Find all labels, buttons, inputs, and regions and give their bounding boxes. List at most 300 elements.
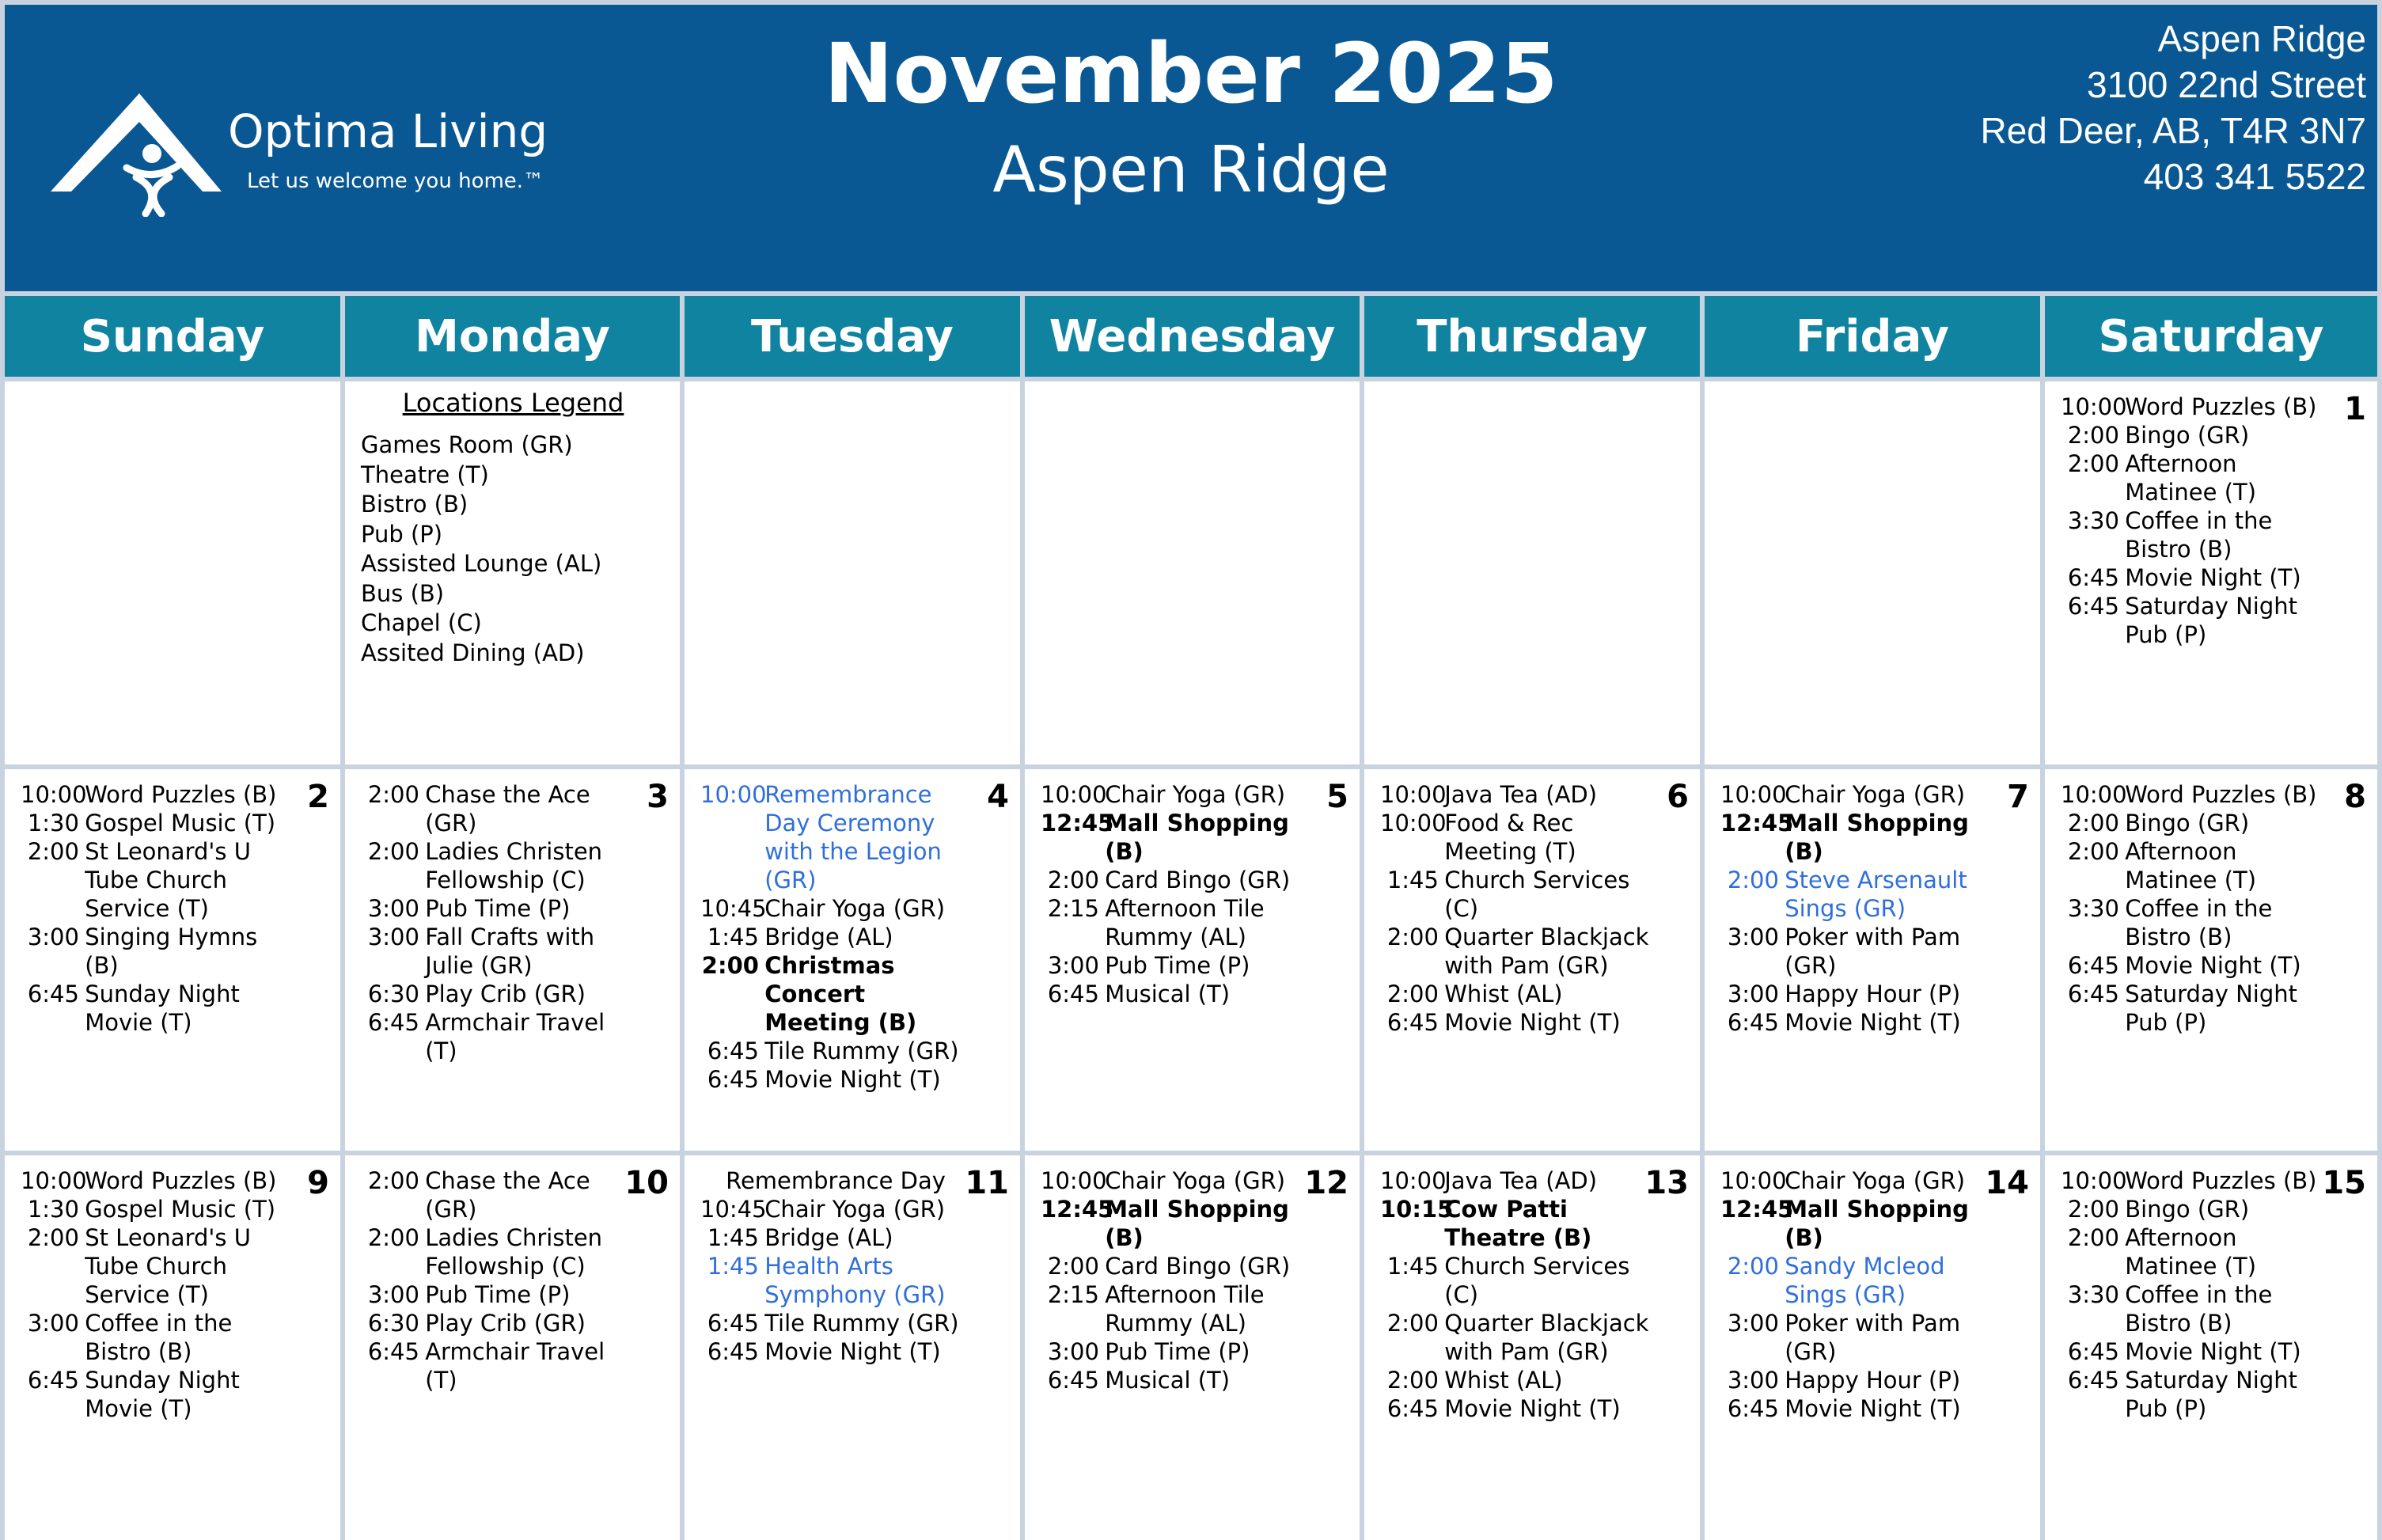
event-title: Word Puzzles (B)	[85, 1167, 277, 1194]
event-title: Sunday Night Movie (T)	[85, 981, 240, 1036]
event-item	[21, 1309, 291, 1366]
event-title: Food & Rec Meeting (T)	[1444, 810, 1576, 865]
event-title: Steve Arsenault Sings (GR)	[1785, 867, 1967, 922]
phone-number: 403 341 5522	[2143, 156, 2366, 197]
day-header-friday: Friday	[1705, 296, 2040, 377]
day-header-tuesday: Tuesday	[685, 296, 1020, 377]
event-time: 10:00	[21, 781, 87, 808]
legend-item: Assited Dining (AD)	[361, 639, 585, 666]
event-time: 3:00	[367, 895, 419, 922]
event-time: 3:00	[1727, 1310, 1779, 1337]
event-title: Saturday Night Pub (P)	[2125, 593, 2297, 648]
event-time: 10:45	[700, 1196, 767, 1223]
event-item	[1041, 1252, 1310, 1280]
event-item	[361, 980, 631, 1008]
event-time: 1:45	[707, 1253, 759, 1280]
event-time: 2:00	[1047, 867, 1099, 893]
event-time: 2:00	[2067, 810, 2119, 836]
event-time: 10:00	[1041, 1167, 1107, 1194]
event-time: 10:00	[1380, 1167, 1447, 1194]
event-title: Remembrance Day	[726, 1167, 946, 1194]
event-title: Word Puzzles (B)	[2125, 781, 2317, 808]
day-number: 11	[965, 1165, 1009, 1201]
calendar-day-13	[1364, 1155, 1700, 1540]
month-title: November 2025	[824, 25, 1558, 122]
event-title: Gospel Music (T)	[85, 1196, 276, 1223]
event-title: Quarter Blackjack with Pam (GR)	[1444, 1310, 1649, 1365]
event-item	[700, 1037, 971, 1065]
event-title: Armchair Travel (T)	[425, 1009, 605, 1064]
event-item	[700, 894, 971, 923]
event-time: 10:00	[2061, 1167, 2127, 1194]
event-time: 3:30	[2067, 1281, 2119, 1308]
event-time: 1:30	[27, 810, 79, 836]
calendar-day-11	[685, 1155, 1020, 1540]
event-title: Health Arts Symphony (GR)	[764, 1253, 946, 1308]
event-item	[21, 1166, 291, 1195]
legend-item: Pub (P)	[361, 520, 443, 548]
day-header-sunday: Sunday	[5, 296, 340, 377]
event-time: 3:00	[1047, 1338, 1099, 1365]
event-title: Remembrance Day Ceremony with the Legion (GR)	[764, 781, 942, 893]
event-item	[700, 1309, 971, 1337]
legend-title: Locations Legend	[402, 388, 624, 418]
event-title: Church Services (C)	[1444, 1253, 1630, 1308]
event-title: Java Tea (AD)	[1444, 781, 1598, 808]
event-title: Java Tea (AD)	[1444, 1167, 1598, 1194]
event-title: St Leonard's U Tube Church Service (T)	[85, 1224, 251, 1308]
event-item	[21, 980, 291, 1037]
day-header-wednesday: Wednesday	[1025, 296, 1360, 377]
event-title: Quarter Blackjack with Pam (GR)	[1444, 924, 1649, 979]
event-title: Pub Time (P)	[425, 1281, 571, 1308]
event-title: St Leonard's U Tube Church Service (T)	[85, 838, 251, 922]
event-item	[21, 1366, 291, 1423]
event-title: Saturday Night Pub (P)	[2125, 981, 2297, 1036]
address-line: Red Deer, AB, T4R 3N7	[1980, 110, 2366, 151]
event-item	[21, 923, 291, 980]
event-time: 10:00	[1720, 1167, 1787, 1194]
event-title: Word Puzzles (B)	[85, 781, 277, 808]
calendar-cell-empty	[1364, 381, 1700, 764]
event-title: Mall Shopping (B)	[1785, 810, 1969, 865]
event-title: Ladies Christen Fellowship (C)	[425, 1224, 603, 1280]
event-item	[700, 951, 971, 1037]
event-item	[1720, 1309, 1991, 1366]
event-time: 2:00	[367, 1224, 419, 1251]
event-title: Musical (T)	[1105, 1367, 1231, 1394]
event-time: 3:00	[1727, 981, 1779, 1007]
event-title: Poker with Pam (GR)	[1785, 924, 1961, 979]
calendar-day-15	[2045, 1155, 2377, 1540]
event-time: 2:00	[367, 1167, 419, 1194]
event-item	[2061, 951, 2328, 980]
event-title: Cow Patti Theatre (B)	[1444, 1196, 1592, 1251]
event-title: Ladies Christen Fellowship (C)	[425, 838, 603, 893]
day-number: 8	[2344, 779, 2366, 815]
event-item	[1380, 1252, 1651, 1309]
event-time: 10:00	[1720, 781, 1787, 808]
event-time: 10:00	[1041, 781, 1107, 808]
day-number: 7	[2007, 779, 2029, 815]
event-item	[1720, 809, 1991, 866]
event-item	[1380, 1195, 1651, 1252]
event-title: Movie Night (T)	[764, 1338, 941, 1365]
legend-item: Assisted Lounge (AL)	[361, 550, 602, 577]
event-time: 10:15	[1380, 1196, 1454, 1223]
event-title: Bingo (GR)	[2125, 422, 2250, 449]
event-title: Saturday Night Pub (P)	[2125, 1367, 2297, 1422]
event-time: 6:45	[367, 1009, 419, 1036]
event-title: Whist (AL)	[1444, 981, 1563, 1007]
event-item	[2061, 894, 2328, 951]
event-title: Chair Yoga (GR)	[1105, 781, 1286, 808]
event-title: Play Crib (GR)	[425, 981, 586, 1007]
event-title: Movie Night (T)	[764, 1066, 941, 1093]
event-time: 2:15	[1047, 1281, 1099, 1308]
event-title: Bingo (GR)	[2125, 1196, 2250, 1223]
event-time: 2:00	[1727, 867, 1779, 893]
event-item	[2061, 1166, 2328, 1195]
event-title: Fall Crafts with Julie (GR)	[425, 924, 595, 979]
event-time: 10:00	[1380, 781, 1447, 808]
event-title: Bingo (GR)	[2125, 810, 2250, 836]
event-time: 2:00	[2067, 1224, 2119, 1251]
event-time: 6:45	[2067, 593, 2119, 620]
event-item	[700, 1166, 971, 1195]
event-item	[21, 1223, 291, 1309]
event-item	[1041, 780, 1310, 809]
day-number: 4	[987, 779, 1009, 815]
event-item	[1720, 866, 1991, 923]
event-time: 6:30	[367, 981, 419, 1007]
day-number: 1	[2344, 391, 2366, 427]
calendar-day-3	[345, 769, 680, 1151]
event-title: Movie Night (T)	[1444, 1395, 1621, 1422]
calendar-day-12	[1025, 1155, 1360, 1540]
event-title: Afternoon Tile Rummy (AL)	[1105, 895, 1265, 950]
event-title: Coffee in the Bistro (B)	[85, 1310, 233, 1365]
event-item	[2061, 980, 2328, 1037]
event-title: Church Services (C)	[1444, 867, 1630, 922]
event-title: Word Puzzles (B)	[2125, 393, 2317, 420]
event-item	[2061, 1223, 2328, 1280]
event-title: Movie Night (T)	[2125, 1338, 2301, 1365]
event-item	[1720, 1166, 1991, 1195]
event-time: 3:30	[2067, 507, 2119, 534]
event-item	[21, 1195, 291, 1223]
event-time: 6:45	[2067, 981, 2119, 1007]
event-title: Movie Night (T)	[2125, 952, 2301, 979]
event-time: 6:45	[2067, 1367, 2119, 1394]
event-item	[2061, 449, 2328, 506]
event-title: Singing Hymns (B)	[85, 924, 258, 979]
event-item	[1041, 1280, 1310, 1337]
event-title: Chair Yoga (GR)	[764, 1196, 946, 1223]
event-item	[2061, 592, 2328, 649]
event-item	[1380, 866, 1651, 923]
event-title: Chair Yoga (GR)	[1785, 1167, 1966, 1194]
event-title: Poker with Pam (GR)	[1785, 1310, 1961, 1365]
logo-name: Optima Living	[228, 104, 548, 158]
event-item	[1041, 866, 1310, 894]
event-title: Movie Night (T)	[1444, 1009, 1621, 1036]
event-item	[361, 1223, 631, 1280]
day-number: 13	[1644, 1165, 1689, 1201]
event-time: 10:00	[700, 781, 767, 808]
event-title: Chair Yoga (GR)	[1785, 781, 1966, 808]
event-time: 12:45	[1041, 1196, 1114, 1223]
day-number: 3	[647, 779, 669, 815]
event-item	[1041, 809, 1310, 866]
event-time: 10:00	[2061, 393, 2127, 420]
event-time: 6:45	[707, 1338, 759, 1365]
day-number: 12	[1304, 1165, 1348, 1201]
event-time: 3:00	[27, 1310, 79, 1337]
event-time: 6:45	[1386, 1395, 1439, 1422]
event-time: 2:00	[1386, 981, 1439, 1007]
event-time: 6:45	[2067, 1338, 2119, 1365]
event-item	[361, 1166, 631, 1223]
event-item	[700, 1337, 971, 1366]
day-header-monday: Monday	[345, 296, 680, 377]
event-time: 10:00	[21, 1167, 87, 1194]
day-number: 2	[307, 779, 329, 815]
event-title: Gospel Music (T)	[85, 810, 276, 836]
event-time: 2:00	[1727, 1253, 1779, 1280]
calendar-day-14	[1705, 1155, 2040, 1540]
event-time: 2:00	[1386, 1310, 1439, 1337]
event-time: 2:00	[1047, 1253, 1099, 1280]
event-time: 3:30	[2067, 895, 2119, 922]
event-title: Card Bingo (GR)	[1105, 867, 1291, 893]
event-time: 6:45	[1386, 1009, 1439, 1036]
event-time: 6:45	[2067, 564, 2119, 591]
event-item	[1720, 980, 1991, 1008]
event-item	[2061, 1337, 2328, 1366]
event-time: 6:45	[1727, 1009, 1779, 1036]
event-title: Coffee in the Bistro (B)	[2125, 507, 2273, 563]
legend-item: Chapel (C)	[361, 609, 482, 636]
event-item	[361, 923, 631, 980]
event-title: Coffee in the Bistro (B)	[2125, 895, 2273, 950]
event-time: 3:00	[1047, 952, 1099, 979]
calendar-day-1	[2045, 381, 2377, 764]
event-time: 6:45	[27, 981, 79, 1007]
event-time: 10:00	[2061, 781, 2127, 808]
event-time: 1:45	[707, 924, 759, 950]
event-item	[21, 780, 291, 809]
community-title: Aspen Ridge	[992, 133, 1390, 207]
event-item	[1720, 1008, 1991, 1037]
event-time: 10:00	[1380, 810, 1447, 836]
event-item	[700, 780, 971, 894]
legend-item: Games Room (GR)	[361, 431, 573, 458]
event-title: Sunday Night Movie (T)	[85, 1367, 240, 1422]
event-item	[2061, 1280, 2328, 1337]
event-item	[2061, 1366, 2328, 1423]
event-title: Movie Night (T)	[1785, 1395, 1961, 1422]
event-time: 6:45	[367, 1338, 419, 1365]
day-number: 15	[2322, 1165, 2366, 1201]
event-title: Tile Rummy (GR)	[764, 1037, 959, 1064]
event-time: 2:00	[367, 781, 419, 808]
event-time: 2:00	[2067, 422, 2119, 449]
event-time: 6:45	[707, 1037, 759, 1064]
event-time: 2:00	[701, 952, 759, 979]
event-time: 2:00	[2067, 450, 2119, 477]
event-item	[700, 1195, 971, 1223]
calendar-cell-empty	[685, 381, 1020, 764]
event-item	[361, 1309, 631, 1337]
event-title: Word Puzzles (B)	[2125, 1167, 2317, 1194]
event-item	[1041, 1366, 1310, 1394]
event-item	[1380, 780, 1651, 809]
event-time: 6:45	[1047, 1367, 1099, 1394]
event-title: Armchair Travel (T)	[425, 1338, 605, 1394]
event-item	[361, 837, 631, 894]
event-time: 3:00	[367, 924, 419, 950]
event-title: Christmas Concert Meeting (B)	[764, 952, 917, 1036]
legend-item: Bistro (B)	[361, 491, 468, 518]
event-item	[1720, 923, 1991, 980]
event-item	[2061, 809, 2328, 837]
event-time: 3:00	[367, 1281, 419, 1308]
address-line: 3100 22nd Street	[2087, 64, 2366, 105]
event-item	[2061, 506, 2328, 563]
event-item	[1720, 1195, 1991, 1252]
event-title: Play Crib (GR)	[425, 1310, 586, 1337]
event-item	[21, 809, 291, 837]
event-title: Mall Shopping (B)	[1785, 1196, 1969, 1251]
event-item	[2061, 1195, 2328, 1223]
event-time: 2:15	[1047, 895, 1099, 922]
event-title: Happy Hour (P)	[1785, 1367, 1961, 1394]
event-item	[2061, 393, 2328, 421]
event-item	[361, 894, 631, 923]
event-item	[1380, 980, 1651, 1008]
event-title: Pub Time (P)	[1105, 1338, 1250, 1365]
event-item	[700, 1252, 971, 1309]
event-item	[1720, 780, 1991, 809]
event-time: 1:30	[27, 1196, 79, 1223]
event-item	[700, 1223, 971, 1252]
event-time: 1:45	[1386, 1253, 1439, 1280]
calendar-day-5	[1025, 769, 1360, 1151]
event-title: Tile Rummy (GR)	[764, 1310, 959, 1337]
event-time: 6:45	[1047, 981, 1099, 1007]
event-title: Mall Shopping (B)	[1105, 1196, 1289, 1251]
event-item	[1380, 923, 1651, 980]
event-item	[1720, 1366, 1991, 1394]
event-title: Pub Time (P)	[425, 895, 571, 922]
calendar-cell-empty	[1705, 381, 2040, 764]
event-title: Coffee in the Bistro (B)	[2125, 1281, 2273, 1337]
event-time: 2:00	[1386, 924, 1439, 950]
event-time: 6:30	[367, 1310, 419, 1337]
calendar-day-9	[5, 1155, 340, 1540]
address-line: Aspen Ridge	[2157, 18, 2366, 59]
event-time: 12:45	[1041, 810, 1114, 836]
event-time: 12:45	[1720, 810, 1794, 836]
event-title: Afternoon Matinee (T)	[2125, 838, 2257, 893]
calendar-header	[5, 5, 2377, 291]
event-item	[1380, 1008, 1651, 1037]
event-item	[361, 780, 631, 837]
event-time: 3:00	[1727, 924, 1779, 950]
event-time: 2:00	[2067, 1196, 2119, 1223]
event-time: 6:45	[27, 1367, 79, 1394]
event-title: Afternoon Matinee (T)	[2125, 450, 2257, 506]
event-time: 2:00	[27, 1224, 79, 1251]
event-item	[1041, 894, 1310, 951]
event-time: 1:45	[707, 1224, 759, 1251]
event-item	[1380, 1366, 1651, 1394]
event-item	[2061, 421, 2328, 449]
calendar-cell-empty	[5, 381, 340, 764]
event-item	[1041, 980, 1310, 1008]
event-item	[361, 1337, 631, 1394]
event-item	[2061, 563, 2328, 592]
address-block	[1980, 16, 2366, 199]
event-title: Movie Night (T)	[2125, 564, 2301, 591]
calendar-day-10	[345, 1155, 680, 1540]
event-title: Sandy Mcleod Sings (GR)	[1785, 1253, 1945, 1308]
calendar-cell-empty	[1025, 381, 1360, 764]
legend-item: Bus (B)	[361, 579, 445, 607]
event-item	[700, 1065, 971, 1094]
event-item	[2061, 780, 2328, 809]
event-time: 2:00	[27, 838, 79, 865]
day-number: 14	[1985, 1165, 2029, 1201]
event-title: Afternoon Matinee (T)	[2125, 1224, 2257, 1280]
event-item	[700, 923, 971, 951]
event-item	[1380, 809, 1651, 866]
day-number: 5	[1326, 779, 1348, 815]
event-time: 2:00	[367, 838, 419, 865]
event-item	[361, 1008, 631, 1065]
locations-legend	[345, 381, 680, 764]
event-item	[1380, 1394, 1651, 1423]
day-header-saturday: Saturday	[2045, 296, 2377, 377]
day-number: 6	[1667, 779, 1689, 815]
logo-tagline: Let us welcome you home.™	[247, 169, 544, 193]
event-time: 2:00	[2067, 838, 2119, 865]
event-item	[361, 1280, 631, 1309]
calendar-day-7	[1705, 769, 2040, 1151]
event-time: 10:45	[700, 895, 767, 922]
calendar-day-4	[685, 769, 1020, 1151]
event-title: Happy Hour (P)	[1785, 981, 1961, 1007]
event-time: 6:45	[2067, 952, 2119, 979]
event-title: Chase the Ace (GR)	[425, 781, 590, 836]
calendar-day-2	[5, 769, 340, 1151]
day-number: 9	[307, 1165, 329, 1201]
event-title: Whist (AL)	[1444, 1367, 1563, 1394]
event-time: 3:00	[27, 924, 79, 950]
event-title: Chase the Ace (GR)	[425, 1167, 590, 1223]
event-time: 1:45	[1386, 867, 1439, 893]
calendar-day-6	[1364, 769, 1700, 1151]
day-header-thursday: Thursday	[1364, 296, 1700, 377]
event-item	[1380, 1309, 1651, 1366]
event-title: Chair Yoga (GR)	[764, 895, 946, 922]
event-item	[1041, 951, 1310, 980]
event-time: 12:45	[1720, 1196, 1794, 1223]
event-title: Bridge (AL)	[764, 924, 893, 950]
event-item	[2061, 837, 2328, 894]
event-item	[1041, 1195, 1310, 1252]
